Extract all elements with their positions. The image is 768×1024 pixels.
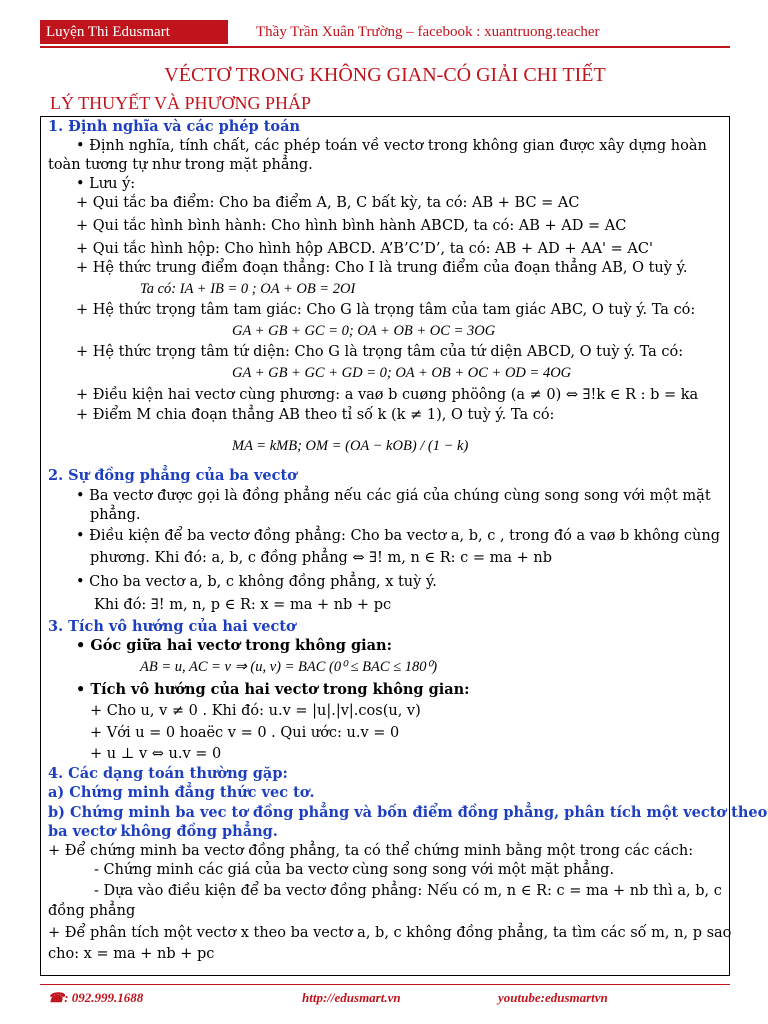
page-title: VÉCTƠ TRONG KHÔNG GIAN-CÓ GIẢI CHI TIẾT bbox=[164, 64, 606, 86]
formula-line: GA + GB + GC = 0; OA + OB + OC = 3OG bbox=[232, 323, 496, 339]
heading-dot-product: 3. Tích vô hướng của hai vectơ bbox=[48, 618, 296, 635]
text-line: - Chứng minh các giá của ba vectơ cùng song song với một mặt phẳng. bbox=[94, 862, 615, 878]
collinear-condition: + Điều kiện hai vectơ cùng phương: a vaø b cuøng phöông (a ≠ 0) ⇔ ∃!k ∈ R : b = ka bbox=[76, 387, 699, 403]
formula-line: AB = u, AC = v ⇒ (u, v) = BAC (0⁰ ≤ BAC ≤ 180⁰) bbox=[140, 659, 438, 675]
brand-label: Luyện Thi Edusmart bbox=[40, 20, 228, 44]
text-line: + Với u = 0 hoaëc v = 0 . Qui ước: u.v = 0 bbox=[90, 725, 400, 741]
text-line: phẳng. bbox=[90, 507, 141, 523]
formula-line: GA + GB + GC + GD = 0; OA + OB + OC + OD = 4OG bbox=[232, 365, 572, 381]
text-line: + Để chứng minh ba vectơ đồng phẳng, ta có thể chứng minh bằng một trong các cách: bbox=[48, 843, 694, 859]
teacher-label: Thầy Trần Xuân Trường – facebook : xuantruong.teacher bbox=[256, 24, 600, 40]
subheading-b: b) Chứng minh ba vec tơ đồng phẳng và bốn điểm đồng phẳng, phân tích một vectơ theo bbox=[48, 804, 768, 821]
text-line: + u ⊥ v ⇔ u.v = 0 bbox=[90, 746, 222, 762]
footer-phone: ☎: 092.999.1688 bbox=[48, 990, 144, 1005]
dot-product-heading: • Tích vô hướng của hai vectơ trong không gian: bbox=[76, 681, 470, 698]
text-line: + Để phân tích một vectơ x theo ba vectơ a, b, c không đồng phẳng, ta tìm các số m, n, p sao bbox=[48, 925, 732, 941]
text-line: cho: x = ma + nb + pc bbox=[48, 946, 215, 962]
text-line: toàn tương tự như trong mặt phẳng. bbox=[48, 157, 313, 173]
footer-website-link[interactable]: http://edusmart.vn bbox=[302, 990, 401, 1005]
coplanar-condition: • Điều kiện để ba vectơ đồng phẳng: Cho ba vectơ a, b, c , trong đó a vaø b không cùng bbox=[76, 528, 720, 544]
triangle-centroid: + Hệ thức trọng tâm tam giác: Cho G là trọng tâm của tam giác ABC, O tuỳ ý. Ta có: bbox=[76, 302, 696, 318]
rule-three-points: + Qui tắc ba điểm: Cho ba điểm A, B, C bất kỳ, ta có: AB + BC = AC bbox=[76, 195, 580, 211]
text-line: đồng phẳng bbox=[48, 903, 136, 919]
section-subtitle: LÝ THUYẾT VÀ PHƯƠNG PHÁP bbox=[50, 93, 311, 113]
heading-problem-types: 4. Các dạng toán thường gặp: bbox=[48, 765, 288, 782]
rule-parallelogram: + Qui tắc hình bình hành: Cho hình bình hành ABCD, ta có: AB + AD = AC bbox=[76, 218, 627, 234]
text-line: - Dựa vào điều kiện để ba vectơ đồng phẳng: Nếu có m, n ∈ R: c = ma + nb thì a, b, c bbox=[94, 883, 722, 899]
angle-heading: • Góc giữa hai vectơ trong không gian: bbox=[76, 637, 392, 654]
footer-divider bbox=[40, 984, 730, 985]
formula-line: Ta có: IA + IB = 0 ; OA + OB = 2OI bbox=[140, 281, 356, 297]
midpoint-relation: + Hệ thức trung điểm đoạn thẳng: Cho I là trung điểm của đoạn thẳng AB, O tuỳ ý. bbox=[76, 260, 688, 276]
tetrahedron-centroid: + Hệ thức trọng tâm tứ diện: Cho G là trọng tâm của tứ diện ABCD, O tuỳ ý. Ta có: bbox=[76, 344, 684, 360]
formula-line: MA = kMB; OM = (OA − kOB) / (1 − k) bbox=[232, 438, 469, 454]
subheading-a: a) Chứng minh đẳng thức vec tơ. bbox=[48, 784, 315, 801]
heading-coplanar: 2. Sự đồng phẳng của ba vectơ bbox=[48, 467, 297, 484]
footer-youtube-link[interactable]: youtube:edusmartvn bbox=[498, 990, 608, 1005]
text-line: phương. Khi đó: a, b, c đồng phẳng ⇔ ∃! m, n ∈ R: c = ma + nb bbox=[90, 550, 553, 566]
division-point: + Điểm M chia đoạn thẳng AB theo tỉ số k (k ≠ 1), O tuỳ ý. Ta có: bbox=[76, 407, 555, 423]
text-line: Khi đó: ∃! m, n, p ∈ R: x = ma + nb + pc bbox=[94, 597, 392, 613]
text-line: • Ba vectơ được gọi là đồng phẳng nếu các giá của chúng cùng song song với một mặt bbox=[76, 488, 711, 504]
page-header bbox=[40, 20, 730, 44]
text-line: • Định nghĩa, tính chất, các phép toán về vectơ trong không gian được xây dựng hoàn bbox=[76, 138, 707, 154]
rule-parallelepiped: + Qui tắc hình hộp: Cho hình hộp ABCD. A’B’C’D’, ta có: AB + AD + AA' = AC' bbox=[76, 241, 653, 257]
header-divider bbox=[40, 46, 730, 48]
text-line: • Lưu ý: bbox=[76, 176, 136, 192]
text-line: + Cho u, v ≠ 0 . Khi đó: u.v = |u|.|v|.cos(u, v) bbox=[90, 703, 421, 719]
subheading-b-cont: ba vectơ không đồng phẳng. bbox=[48, 823, 278, 840]
heading-definitions: 1. Định nghĩa và các phép toán bbox=[48, 118, 301, 135]
text-line: • Cho ba vectơ a, b, c không đồng phẳng, x tuỳ ý. bbox=[76, 574, 437, 590]
